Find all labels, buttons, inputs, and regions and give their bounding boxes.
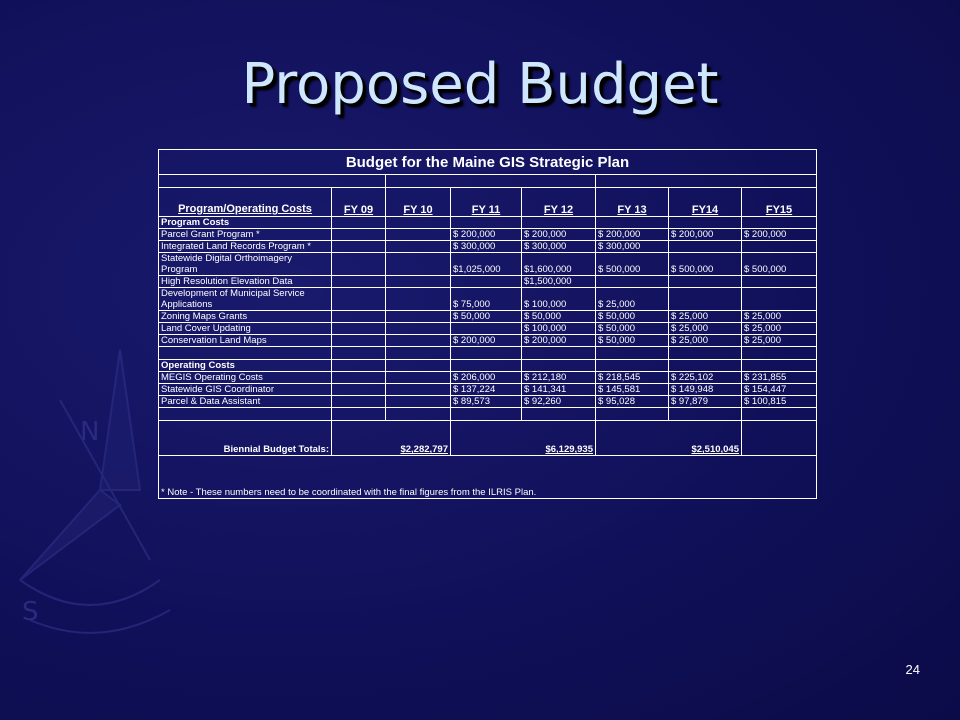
cell-fy09 xyxy=(332,384,386,396)
totals-label: Biennial Budget Totals: xyxy=(159,421,332,456)
column-header: FY 10 xyxy=(386,188,451,217)
cell-fy09 xyxy=(332,276,386,288)
cell-fy13: $ 500,000 xyxy=(596,253,669,276)
slide-title: Proposed Budget xyxy=(241,52,719,117)
cell-fy12: $ 200,000 xyxy=(522,335,596,347)
cell-fy15: $ 25,000 xyxy=(742,323,817,335)
cell-fy15: $ 100,815 xyxy=(742,396,817,408)
cell-fy10 xyxy=(386,335,451,347)
table-row xyxy=(159,384,817,396)
cell-fy15: $ 200,000 xyxy=(742,229,817,241)
cell-fy12: $1,500,000 xyxy=(522,276,596,288)
cell-fy13: $ 200,000 xyxy=(596,229,669,241)
cell-fy14: $ 500,000 xyxy=(669,253,742,276)
cell-fy11: $ 89,573 xyxy=(451,396,522,408)
total-fy12: $6,129,935 xyxy=(451,421,596,456)
cell-fy15 xyxy=(742,288,817,311)
column-header: FY 09 xyxy=(332,188,386,217)
cell-fy12: $ 200,000 xyxy=(522,229,596,241)
table-row xyxy=(159,396,817,408)
cell-fy11 xyxy=(451,276,522,288)
cell-fy13: $ 25,000 xyxy=(596,288,669,311)
budget-table-container xyxy=(158,149,816,499)
cell-fy13: $ 95,028 xyxy=(596,396,669,408)
column-header: FY 11 xyxy=(451,188,522,217)
table-row xyxy=(159,253,817,276)
cell-fy09 xyxy=(332,229,386,241)
cell-fy15 xyxy=(742,276,817,288)
row-label: Statewide GIS Coordinator xyxy=(159,384,332,396)
cell-fy11: $ 50,000 xyxy=(451,311,522,323)
section-row xyxy=(159,360,817,372)
table-row xyxy=(159,241,817,253)
section-label: Program Costs xyxy=(159,217,332,229)
column-header: FY15 xyxy=(742,188,817,217)
row-label: Integrated Land Records Program * xyxy=(159,241,332,253)
page-number: 24 xyxy=(905,662,920,677)
cell-fy10 xyxy=(386,276,451,288)
cell-fy09 xyxy=(332,372,386,384)
cell-fy13: $ 300,000 xyxy=(596,241,669,253)
cell-fy14 xyxy=(669,288,742,311)
cell-fy14: $ 25,000 xyxy=(669,323,742,335)
cell-fy11: $ 300,000 xyxy=(451,241,522,253)
section-label: Operating Costs xyxy=(159,360,332,372)
row-label: Zoning Maps Grants xyxy=(159,311,332,323)
cell-fy11: $ 200,000 xyxy=(451,229,522,241)
budget-table xyxy=(158,149,817,499)
cell-fy11: $ 137,224 xyxy=(451,384,522,396)
cell-fy10 xyxy=(386,229,451,241)
total-fy14: $2,510,045 xyxy=(596,421,742,456)
row-label: Conservation Land Maps xyxy=(159,335,332,347)
cell-fy10 xyxy=(386,372,451,384)
cell-fy15 xyxy=(742,241,817,253)
row-label: Development of Municipal Service Applications xyxy=(159,288,332,311)
cell-fy09 xyxy=(332,288,386,311)
cell-fy11: $ 200,000 xyxy=(451,335,522,347)
cell-fy12: $ 141,341 xyxy=(522,384,596,396)
row-label: Land Cover Updating xyxy=(159,323,332,335)
cell-fy12: $ 100,000 xyxy=(522,288,596,311)
table-row xyxy=(159,311,817,323)
table-row xyxy=(159,372,817,384)
row-label: Parcel & Data Assistant xyxy=(159,396,332,408)
cell-fy10 xyxy=(386,288,451,311)
column-header: FY 13 xyxy=(596,188,669,217)
row-label: High Resolution Elevation Data xyxy=(159,276,332,288)
table-row xyxy=(159,335,817,347)
cell-fy12: $ 212,180 xyxy=(522,372,596,384)
cell-fy15: $ 154,447 xyxy=(742,384,817,396)
cell-fy11: $1,025,000 xyxy=(451,253,522,276)
cell-fy14 xyxy=(669,276,742,288)
cell-fy12: $ 300,000 xyxy=(522,241,596,253)
column-header: FY14 xyxy=(669,188,742,217)
cell-fy13: $ 145,581 xyxy=(596,384,669,396)
cell-fy14: $ 97,879 xyxy=(669,396,742,408)
cell-fy15: $ 231,855 xyxy=(742,372,817,384)
program-costs-body xyxy=(159,229,817,347)
cell-fy14: $ 149,948 xyxy=(669,384,742,396)
cell-fy10 xyxy=(386,241,451,253)
cell-fy13: $ 218,545 xyxy=(596,372,669,384)
cell-fy11 xyxy=(451,323,522,335)
table-caption: Budget for the Maine GIS Strategic Plan xyxy=(159,150,817,175)
table-note: * Note - These numbers need to be coordinated with the final figures from the ILRIS Plan. xyxy=(159,456,817,499)
column-header: FY 12 xyxy=(522,188,596,217)
table-row xyxy=(159,229,817,241)
cell-fy11: $ 75,000 xyxy=(451,288,522,311)
cell-fy15: $ 25,000 xyxy=(742,335,817,347)
total-fy10: $2,282,797 xyxy=(332,421,451,456)
header-row xyxy=(159,188,817,217)
cell-fy10 xyxy=(386,253,451,276)
cell-fy10 xyxy=(386,396,451,408)
row-label: MEGIS Operating Costs xyxy=(159,372,332,384)
cell-fy14: $ 200,000 xyxy=(669,229,742,241)
cell-fy09 xyxy=(332,253,386,276)
cell-fy14: $ 25,000 xyxy=(669,311,742,323)
column-header: Program/Operating Costs xyxy=(159,188,332,217)
cell-fy14: $ 225,102 xyxy=(669,372,742,384)
cell-fy10 xyxy=(386,311,451,323)
row-label: Statewide Digital Orthoimagery Program xyxy=(159,253,332,276)
table-row xyxy=(159,288,817,311)
cell-fy14 xyxy=(669,241,742,253)
cell-fy11: $ 206,000 xyxy=(451,372,522,384)
cell-fy09 xyxy=(332,323,386,335)
cell-fy10 xyxy=(386,384,451,396)
cell-fy12: $ 92,260 xyxy=(522,396,596,408)
operating-costs-body xyxy=(159,372,817,408)
cell-fy09 xyxy=(332,335,386,347)
cell-fy12: $1,600,000 xyxy=(522,253,596,276)
cell-fy15: $ 500,000 xyxy=(742,253,817,276)
cell-fy13: $ 50,000 xyxy=(596,311,669,323)
table-row xyxy=(159,276,817,288)
svg-text:N: N xyxy=(80,417,100,447)
section-row xyxy=(159,217,817,229)
row-label: Parcel Grant Program * xyxy=(159,229,332,241)
cell-fy12: $ 50,000 xyxy=(522,311,596,323)
cell-fy09 xyxy=(332,396,386,408)
cell-fy13 xyxy=(596,276,669,288)
svg-text:S: S xyxy=(22,597,39,627)
cell-fy09 xyxy=(332,311,386,323)
table-row xyxy=(159,323,817,335)
cell-fy14: $ 25,000 xyxy=(669,335,742,347)
cell-fy15: $ 25,000 xyxy=(742,311,817,323)
cell-fy13: $ 50,000 xyxy=(596,323,669,335)
cell-fy10 xyxy=(386,323,451,335)
totals-row xyxy=(159,421,817,456)
cell-fy13: $ 50,000 xyxy=(596,335,669,347)
cell-fy09 xyxy=(332,241,386,253)
cell-fy12: $ 100,000 xyxy=(522,323,596,335)
